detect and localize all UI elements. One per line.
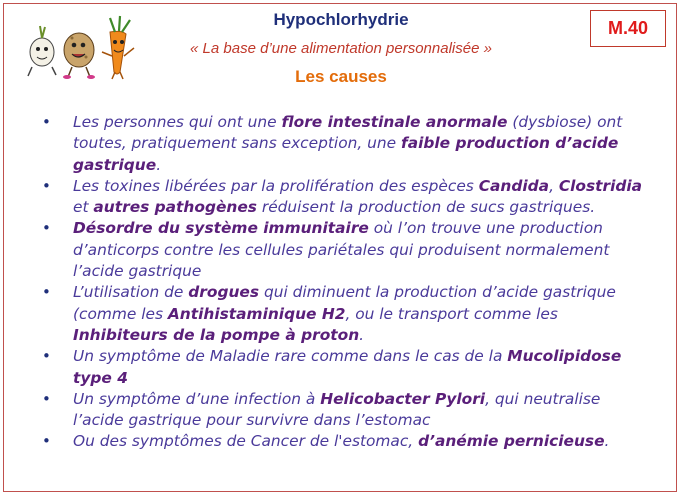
- highlight-text: flore intestinale anormale: [281, 113, 508, 131]
- highlight-text: autres pathogènes: [93, 198, 257, 217]
- highlight-text: Mucolipidose type 4: [73, 347, 622, 387]
- highlight-text: Antihistaminique H2: [167, 304, 346, 323]
- bullet-icon: •: [42, 113, 51, 131]
- highlight-text: d’anémie pernicieuse: [418, 432, 605, 451]
- text-run: (dysbiose) ont toutes, pratiquement sans exception, une: [73, 113, 623, 153]
- list-item: [40, 346, 652, 389]
- text-run: .: [604, 432, 610, 451]
- bullet-icon: •: [42, 219, 51, 238]
- bullet-icon: •: [42, 176, 51, 195]
- text-run: Ou des symptômes de Cancer de l'estomac,: [73, 432, 419, 451]
- text-run: , ou le transport comme les: [345, 304, 558, 323]
- text-run: Les personnes qui ont une: [73, 113, 282, 131]
- text-run: ,: [549, 176, 559, 195]
- text-run: L’utilisation de: [73, 283, 189, 302]
- text-run: et: [73, 198, 94, 217]
- bullet-icon: •: [42, 347, 51, 366]
- page-subtitle: « La base d’une alimentation personnalisée »: [190, 40, 492, 57]
- list-item: [40, 282, 652, 346]
- highlight-text: Helicobacter Pylori: [320, 389, 486, 408]
- list-item: [40, 112, 652, 176]
- causes-list: [40, 112, 652, 453]
- text-run: Les toxines libérées par la prolifération des espèces: [73, 176, 479, 195]
- section-heading: Les causes: [295, 67, 387, 86]
- module-code-badge: M.40: [590, 10, 666, 47]
- text-run: .: [359, 325, 365, 344]
- text-run: , qui neutralise l’acide gastrique pour survivre dans l’estomac: [73, 389, 601, 430]
- page-title: Hypochlorhydrie: [273, 10, 409, 29]
- bullet-icon: •: [42, 389, 51, 408]
- text-run: .: [156, 155, 162, 174]
- text-run: où l’on trouve une production d’anticorps contre les cellules pariétales qui produisent normalement l’acide gastrique: [73, 219, 610, 281]
- text-run: Un symptôme d’une infection à: [73, 389, 321, 408]
- bullet-icon: •: [42, 283, 51, 302]
- highlight-text: Clostridia: [558, 176, 643, 195]
- highlight-text: Désordre du système immunitaire: [73, 219, 369, 238]
- text-run: Un symptôme de Maladie rare comme dans le cas de la: [73, 347, 508, 366]
- text-run: réduisent la production de sucs gastriques.: [256, 198, 596, 217]
- list-item: [40, 431, 652, 452]
- highlight-text: faible production d’acide gastrique: [73, 134, 619, 174]
- list-item: [40, 218, 652, 282]
- highlight-text: Inhibiteurs de la pompe à proton: [73, 325, 360, 344]
- list-item: [40, 389, 652, 432]
- highlight-text: drogues: [188, 283, 260, 302]
- list-item: [40, 176, 652, 219]
- bullet-icon: •: [42, 432, 51, 451]
- highlight-text: Candida: [478, 176, 550, 195]
- text-run: qui diminuent la production d’acide gastrique (comme les: [73, 283, 616, 323]
